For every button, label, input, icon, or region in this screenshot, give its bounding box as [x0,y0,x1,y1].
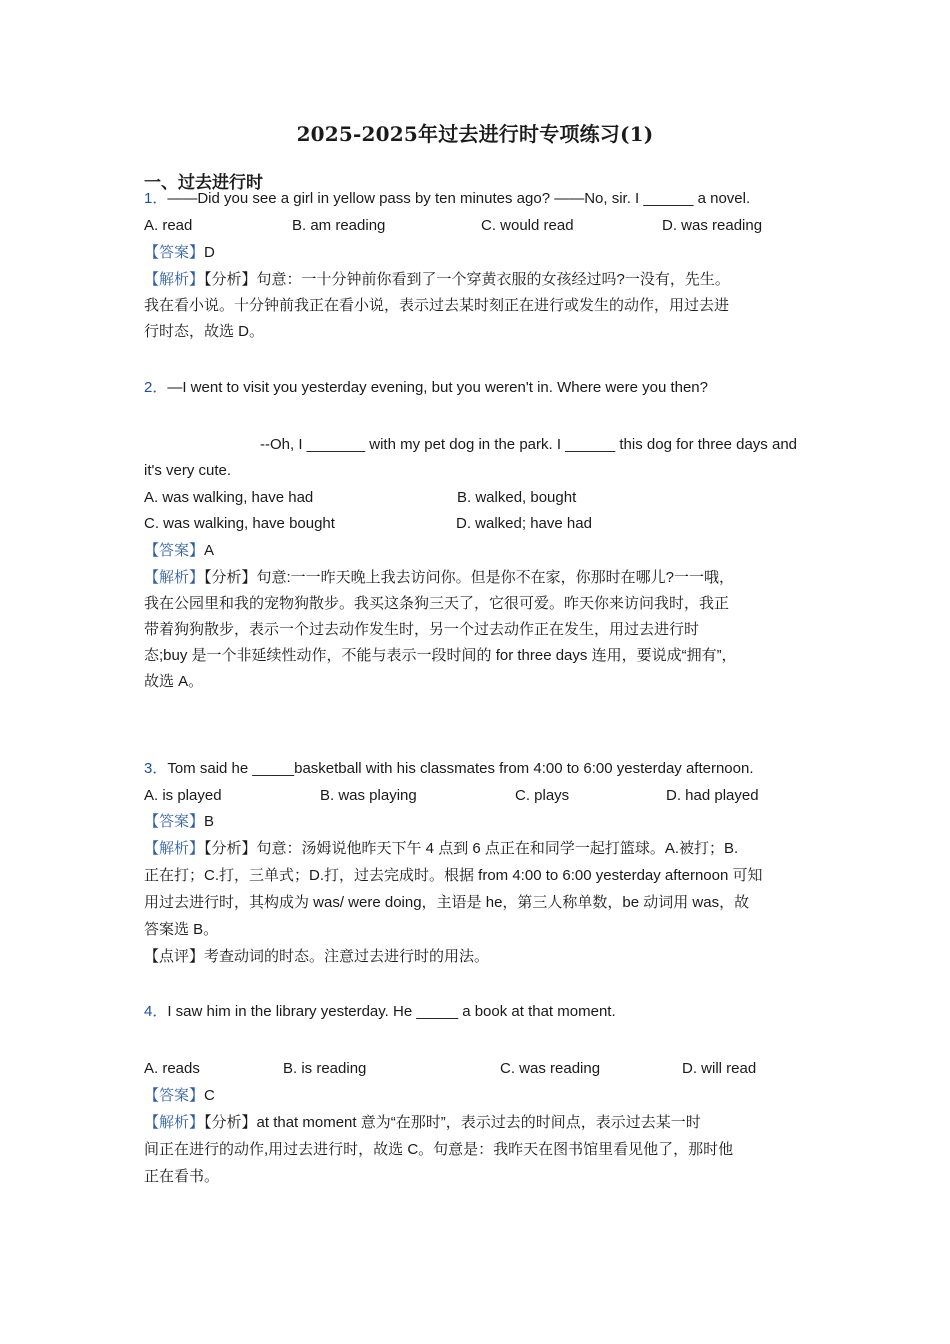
answer-value: B [204,813,215,830]
option-b: B. am reading [292,217,386,234]
option-d: D. had played [666,787,759,804]
question-text: Tom said he _____basketball with his classmates from 4:00 to 6:00 yesterday afternoon. [167,760,754,777]
option-c: C. was reading [500,1060,601,1077]
review-text: 考查动词的时态。注意过去进行时的用法。 [204,948,490,965]
analysis-line [144,568,814,588]
analysis-line: 我在公园里和我的宠物狗散步。我买这条狗三天了，它很可爱。昨天你来访问我时，我正 [144,595,730,612]
option-c: C. plays [515,787,570,804]
analysis-line [144,839,814,859]
analysis-line: 用过去进行时，其构成为 was/ were doing，主语是 he，第三人称单数，be 动词用 was，故 [144,894,750,911]
option-d: D. was reading [662,217,763,234]
analysis-line: 间正在进行的动作,用过去进行时，故选 C。句意是：我昨天在图书馆里看见他了，那时他 [144,1141,734,1158]
analysis-text: 【分析】句意：一十分钟前你看到了一个穿黄衣服的女孩经过吗?一没有，先生。 [204,271,730,288]
option-a: A. reads [144,1060,200,1077]
analysis-text: 【分析】at that moment 意为“在那时”，表示过去的时间点，表示过去某一时 [204,1114,701,1131]
option-b: B. was playing [320,787,417,804]
analysis-line: 正在打；C.打，三单式；D.打，过去完成时。根据 from 4:00 to 6:00 yesterday afternoon 可知 [144,867,763,884]
option-c: C. would read [481,217,574,234]
analysis-label: 【解析】 [144,840,205,857]
question-number: 2． [144,379,168,396]
question-number: 4． [144,1003,168,1020]
analysis-label: 【解析】 [144,569,205,586]
analysis-line [144,1113,814,1133]
answer-line [144,243,814,263]
question-text-cont: it's very cute. [144,462,232,479]
answer-value: C [204,1087,215,1104]
option-d: D. walked; have had [456,515,592,532]
section-heading: 一、过去进行时 [144,173,263,192]
option-a: A. read [144,217,193,234]
analysis-line: 故选 A。 [144,673,204,690]
option-b: B. is reading [283,1060,367,1077]
analysis-line: 带着狗狗散步，表示一个过去动作发生时，另一个过去动作正在发生，用过去进行时 [144,621,700,638]
analysis-line: 正在看书。 [144,1168,220,1185]
answer-value: A [204,542,215,559]
question-text: I saw him in the library yesterday. He _____ a book at that moment. [167,1003,616,1020]
answer-value: D [204,244,215,261]
page-title: 2025-2025年过去进行时专项练习(1) [296,122,654,146]
question-text: ——Did you see a girl in yellow pass by ten minutes ago? ——No, sir. I ______ a novel. [167,190,751,207]
analysis-line: 态;buy 是一个非延续性动作，不能与表示一段时间的 for three days 连用，要说成“拥有”， [144,647,737,664]
answer-line [144,541,814,561]
analysis-text: 【分析】句意：汤姆说他昨天下午 4 点到 6 点正在和同学一起打篮球。A.被打；B. [204,840,739,857]
analysis-text: 【分析】句意:一一昨天晚上我去访问你。但是你不在家，你那时在哪儿?一一哦， [204,569,735,586]
review-label: 【点评】 [144,948,205,965]
option-a: A. is played [144,787,222,804]
question-2 [144,378,814,398]
answer-label: 【答案】 [144,1087,205,1104]
analysis-line: 我在看小说。十分钟前我正在看小说，表示过去某时刻正在进行或发生的动作，用过去进 [144,297,730,314]
question-4 [144,1002,814,1022]
option-d: D. will read [682,1060,757,1077]
analysis-line: 行时态，故选 D。 [144,323,265,340]
answer-line [144,812,814,832]
option-b: B. walked, bought [457,489,577,506]
option-a: A. was walking, have had [144,489,314,506]
question-text: —I went to visit you yesterday evening, but you weren't in. Where were you then? [167,379,708,396]
answer-label: 【答案】 [144,542,205,559]
question-3 [144,759,814,779]
review-line [144,947,814,967]
answer-label: 【答案】 [144,813,205,830]
option-c: C. was walking, have bought [144,515,335,532]
question-number: 1． [144,190,168,207]
answer-line [144,1086,814,1106]
question-1 [144,189,814,209]
analysis-label: 【解析】 [144,1114,205,1131]
analysis-line: 答案选 B。 [144,921,219,938]
question-text-cont: --Oh, I _______ with my pet dog in the park. I ______ this dog for three days and [260,436,797,453]
analysis-label: 【解析】 [144,271,205,288]
question-number: 3． [144,760,168,777]
analysis-line [144,270,814,290]
answer-label: 【答案】 [144,244,205,261]
